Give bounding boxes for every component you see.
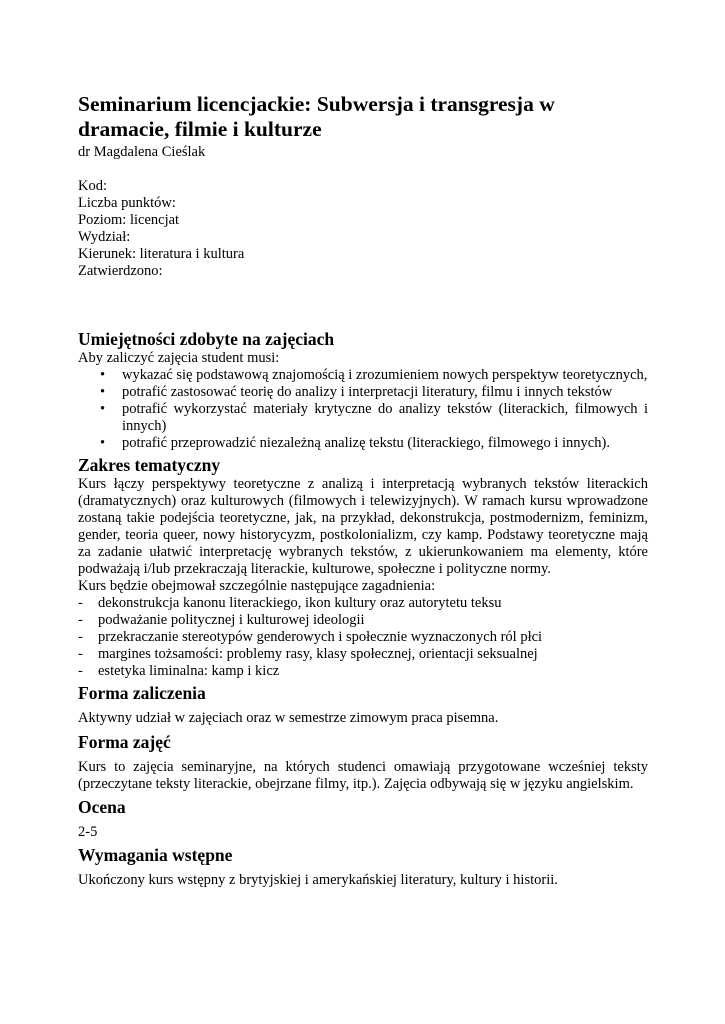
skill-text: potrafić zastosować teorię do analizy i interpretacji literatury, filmu i innych tekstów: [122, 384, 613, 400]
list-item: [100, 401, 648, 435]
meta-points: Liczba punktów:: [78, 195, 176, 211]
author-name: dr Magdalena Cieślak: [78, 144, 206, 160]
bullet-icon: •: [100, 384, 106, 400]
list-item: [100, 384, 648, 401]
grade-heading: Ocena: [78, 797, 126, 817]
meta-level: Poziom: licencjat: [78, 212, 180, 228]
topic-text: margines tożsamości: problemy rasy, klasy społecznej, orientacji seksualnej: [98, 646, 538, 662]
document-page: [78, 92, 648, 889]
skill-text: potrafić przeprowadzić niezależną analizę tekstu (literackiego, filmowego i innych).: [122, 435, 610, 451]
scope-topics-list: [78, 595, 648, 680]
skill-text: potrafić wykorzystać materiały krytyczne do analizy tekstów (literackich, filmowych i innych): [122, 401, 648, 434]
class-form-text: Kurs to zajęcia seminaryjne, na których studenci omawiają przygotowane wcześniej teksty (przeczytane teksty literackie, obejrzane filmy, itp.). Zajęcia odbywają się w języku angielskim.: [78, 759, 648, 792]
dash-icon: -: [78, 612, 83, 628]
meta-approved: Zatwierdzono:: [78, 263, 163, 279]
scope-topics-intro: Kurs będzie obejmował szczególnie następujące zagadnienia:: [78, 578, 436, 594]
scope-heading: Zakres tematyczny: [78, 455, 221, 475]
class-form-heading: Forma zajęć: [78, 732, 171, 752]
skills-heading: Umiejętności zdobyte na zajęciach: [78, 329, 335, 349]
dash-icon: -: [78, 595, 83, 611]
meta-field: Kierunek: literatura i kultura: [78, 246, 245, 262]
requirements-heading: Wymagania wstępne: [78, 845, 233, 865]
document-title: Seminarium licencjackie: Subwersja i transgresja w dramacie, filmie i kulturze: [78, 92, 555, 141]
list-item: [78, 595, 648, 612]
topic-text: estetyka liminalna: kamp i kicz: [98, 663, 280, 679]
bullet-icon: •: [100, 367, 106, 383]
course-metadata: [78, 178, 648, 280]
skill-text: wykazać się podstawową znajomością i zrozumieniem nowych perspektyw teoretycznych,: [122, 367, 648, 383]
bullet-icon: •: [100, 401, 106, 417]
grade-text: 2-5: [78, 824, 98, 840]
meta-code: Kod:: [78, 178, 107, 194]
dash-icon: -: [78, 629, 83, 645]
requirements-text: Ukończony kurs wstępny z brytyjskiej i amerykańskiej literatury, kultury i historii.: [78, 872, 558, 888]
pass-form-text: Aktywny udział w zajęciach oraz w semestrze zimowym praca pisemna.: [78, 710, 499, 726]
dash-icon: -: [78, 663, 83, 679]
list-item: [78, 663, 648, 680]
dash-icon: -: [78, 646, 83, 662]
topic-text: przekraczanie stereotypów genderowych i społecznie wyznaczonych ról płci: [98, 629, 543, 645]
list-item: [78, 629, 648, 646]
topic-text: dekonstrukcja kanonu literackiego, ikon kultury oraz autorytetu teksu: [98, 595, 502, 611]
list-item: [100, 367, 648, 384]
bullet-icon: •: [100, 435, 106, 451]
meta-faculty: Wydział:: [78, 229, 131, 245]
list-item: [100, 435, 648, 452]
skills-intro: Aby zaliczyć zajęcia student musi:: [78, 350, 280, 366]
scope-paragraph: Kurs łączy perspektywy teoretyczne z analizą i interpretacją wybranych tekstów literackich (dramatycznych) oraz kulturowych (filmowych i telewizyjnych). W ramach kursu wprowadzone zostaną takie podejścia teoretyczne, jak, na przykład, dekonstrukcja, postmodernizm, feminizm, gender, teoria queer, nowy historycyzm, postkolonializm, czy kamp. Podstawy teoretyczne mają za zadanie ułatwić interpretację wybranych tekstów, z ukierunkowaniem ma elementy, które podważają i/lub przekraczają literackie, kulturowe, społeczne i polityczne normy.: [78, 476, 648, 577]
topic-text: podważanie politycznej i kulturowej ideologii: [98, 612, 365, 628]
skills-list: [78, 367, 648, 452]
list-item: [78, 646, 648, 663]
pass-form-heading: Forma zaliczenia: [78, 683, 206, 703]
list-item: [78, 612, 648, 629]
